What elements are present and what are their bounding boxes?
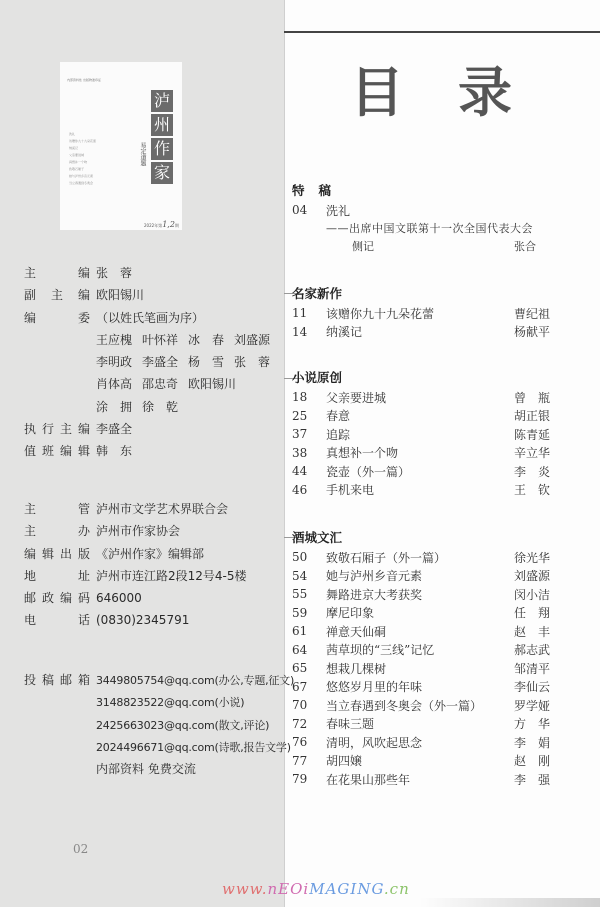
committee-row (24, 396, 280, 418)
toc-entry[interactable] (292, 323, 592, 342)
entry-title: 清明，风吹起思念 (326, 735, 423, 750)
entry-page: 72 (292, 716, 308, 731)
entry-title: 瓷壶（外一篇） (326, 464, 411, 479)
page-edge-shadow (420, 898, 600, 907)
masthead-value: 欧阳锡川 (96, 288, 145, 303)
committee-member: 涂 拥 (96, 399, 133, 414)
toc-entry[interactable] (292, 733, 592, 752)
toc-section-literary-collection (292, 528, 592, 789)
entry-note: 侧记 (352, 240, 374, 253)
entry-author: 赵 丰 (514, 624, 551, 639)
cover-title-char: 家 (151, 162, 173, 184)
top-rule (284, 31, 600, 33)
entry-title: 悠悠岁月里的年味 (326, 680, 423, 695)
publisher-value: 泸州市连江路2段12号4-5楼 (96, 568, 247, 583)
entry-page: 14 (292, 324, 308, 339)
entry-author: 张合 (514, 240, 536, 253)
email-row (24, 714, 294, 736)
toc-entry[interactable] (292, 304, 592, 323)
entry-page: 61 (292, 624, 308, 639)
committee-member: 杨 雪 (188, 355, 225, 370)
entry-page: 11 (292, 306, 308, 321)
entry-author: 李 娟 (514, 735, 551, 750)
entry-title: 该赠你九十九朵花蕾 (326, 306, 435, 321)
masthead-row-executive-editor (24, 418, 280, 440)
entry-author: 徐光华 (514, 550, 551, 565)
cover-top-line: 内部资料性 出版物准印证 (67, 78, 101, 82)
email-address[interactable]: 2024496671@qq.com(诗歌,报告文学) (96, 740, 291, 754)
entry-author: 辛立华 (514, 446, 551, 461)
toc-section-fiction (292, 368, 592, 499)
cover-calligraphy-signature: 易定道题 (139, 142, 146, 166)
publisher-row-supervisor (24, 498, 247, 520)
cover-toc-line: 纳溪记 (69, 146, 79, 150)
committee-member: 欧阳锡川 (188, 377, 237, 392)
masthead-row-editor (24, 262, 280, 284)
entry-author: 刘盛源 (514, 569, 551, 584)
entry-title: 父亲要进城 (326, 390, 387, 405)
publisher-value: 泸州市作家协会 (96, 524, 181, 539)
publisher-info (24, 498, 247, 632)
section-title: 特稿 (292, 183, 346, 198)
entry-page: 55 (292, 587, 308, 602)
publisher-row-editorial (24, 543, 247, 565)
entry-page: 25 (292, 408, 308, 423)
masthead-label: 主 编 (24, 266, 90, 280)
committee-member: 徐 乾 (142, 399, 179, 414)
entry-author: 赵 刚 (514, 754, 551, 769)
masthead-row-duty-editor (24, 440, 280, 462)
masthead-row-committee (24, 307, 280, 329)
masthead-value: 张 蓉 (96, 266, 133, 280)
internal-notice: 内部资料 免费交流 (96, 762, 196, 777)
toc-section-special (292, 181, 592, 257)
committee-row (24, 351, 280, 373)
masthead-value: 李盛全 (96, 422, 133, 437)
email-address[interactable]: 3449805754@qq.com(办公,专题,征文) (96, 674, 295, 687)
issue-suffix: 期 (174, 223, 179, 228)
masthead-label: 副 主 编 (24, 288, 90, 303)
toc-entry[interactable] (292, 770, 592, 789)
toc-entry[interactable] (292, 462, 592, 481)
entry-page: 54 (292, 568, 308, 583)
publisher-label: 编 辑 出 版 (24, 546, 90, 561)
committee-member: 邵忠奇 (142, 377, 179, 392)
entry-author: 陈青延 (514, 427, 551, 442)
email-row (24, 736, 294, 758)
cover-toc-line: 洗礼 (69, 132, 76, 136)
entry-author: 罗学娅 (514, 698, 551, 713)
toc-entry[interactable] (292, 752, 592, 771)
publisher-row-address (24, 565, 247, 587)
cover-toc-line: 该赠你九十九朵花蕾 (69, 139, 97, 143)
toc-entry[interactable] (292, 715, 592, 734)
publisher-row-postcode (24, 587, 247, 609)
cover-toc-line: 真想补一个吻 (69, 160, 88, 164)
publisher-label: 电 话 (24, 613, 90, 628)
entry-title: 她与泸州乡音元素 (326, 569, 423, 584)
publisher-value: 《泸州作家》编辑部 (96, 546, 205, 561)
entry-title: 想栽几棵树 (326, 661, 387, 676)
page-number: 02 (73, 842, 89, 856)
publisher-label: 地 址 (24, 568, 90, 583)
entry-author: 李 炎 (514, 464, 551, 479)
toc-entry[interactable] (292, 659, 592, 678)
masthead-value: （以姓氏笔画为序） (96, 310, 205, 325)
publisher-row-phone (24, 609, 247, 631)
toc-entry[interactable] (292, 481, 592, 500)
cover-title-seal (151, 90, 173, 184)
cover-title-char: 作 (151, 138, 173, 160)
entry-title: 手机来电 (326, 483, 375, 498)
entry-title: 在花果山那些年 (326, 772, 411, 787)
entry-author: 闵小洁 (514, 587, 551, 602)
toc-entry[interactable] (292, 388, 592, 407)
publisher-label: 主 管 (24, 502, 90, 516)
entry-page: 59 (292, 605, 308, 620)
section-title: 小说原创 (292, 370, 343, 385)
watermark-part: nEOi (267, 880, 310, 898)
cover-issue (144, 220, 179, 229)
entry-title: 洗礼 (326, 203, 351, 218)
masthead-label: 编 委 (24, 310, 90, 325)
toc-entry[interactable] (292, 641, 592, 660)
entry-subtitle-row (292, 238, 592, 257)
section-title: 名家新作 (292, 286, 343, 301)
issue-prefix: 2022年第 (144, 223, 163, 228)
masthead (24, 262, 280, 463)
email-row (24, 669, 294, 691)
toc-entry[interactable] (292, 567, 592, 586)
publisher-value: (0830)2345791 (96, 613, 190, 628)
committee-member: 冰 春 (188, 332, 225, 347)
toc-entry[interactable] (292, 201, 592, 220)
entry-author: 李仙云 (514, 680, 551, 695)
entry-title: 春意 (326, 409, 351, 424)
entry-page: 67 (292, 679, 308, 694)
committee-row (24, 373, 280, 395)
masthead-label: 值 班 编 辑 (24, 444, 90, 459)
entry-page: 79 (292, 772, 308, 787)
masthead-row-deputy-editor (24, 284, 280, 306)
committee-member: 刘盛源 (234, 332, 271, 347)
email-address[interactable]: 3148823522@qq.com(小说) (96, 696, 245, 710)
toc-entry[interactable] (292, 548, 592, 567)
issue-number: 1,2 (162, 220, 175, 229)
entry-author: 曹纪祖 (514, 306, 551, 321)
entry-author: 胡正银 (514, 409, 551, 424)
toc-entry[interactable] (292, 444, 592, 463)
masthead-value: 韩 东 (96, 444, 133, 459)
toc-entry[interactable] (292, 622, 592, 641)
entry-page: 77 (292, 753, 308, 768)
entry-title: 追踪 (326, 427, 351, 442)
entry-page: 37 (292, 427, 308, 442)
toc-entry[interactable] (292, 585, 592, 604)
committee-member: 张 蓉 (234, 355, 271, 370)
committee-row (24, 329, 280, 351)
section-title: 酒城文汇 (292, 530, 343, 545)
cover-toc-line: 致敬石厢子 (69, 167, 85, 171)
entry-title: 致敬石厢子（外一篇） (326, 550, 447, 565)
notice-row (24, 758, 294, 780)
toc-entry[interactable] (292, 678, 592, 697)
publisher-value: 646000 (96, 591, 142, 606)
watermark-part: www. (222, 880, 268, 898)
entry-title: 真想补一个吻 (326, 446, 399, 461)
cover-toc-line: 当立春遇到冬奥会 (69, 181, 94, 185)
entry-page: 46 (292, 482, 308, 497)
entry-title: 当立春遇到冬奥会（外一篇） (326, 698, 483, 713)
submission-emails (24, 669, 294, 780)
entry-page: 04 (292, 203, 308, 218)
toc-entry[interactable] (292, 604, 592, 623)
entry-author: 王 钦 (514, 483, 551, 498)
toc-section-masters (292, 284, 592, 341)
toc-entry[interactable] (292, 696, 592, 715)
entry-author: 曾 瓶 (514, 390, 551, 405)
publisher-value: 泸州市文学艺术界联合会 (96, 502, 229, 516)
cover-toc-line: 她与泸州乡音元素 (69, 174, 94, 178)
masthead-label: 执 行 主 编 (24, 422, 90, 437)
cover-thumbnail (60, 62, 182, 230)
entry-author: 方 华 (514, 717, 551, 732)
entry-title: 茜草坝的“三线”记忆 (326, 643, 435, 658)
entry-title: 摩尼印象 (326, 606, 375, 621)
entry-title: 禅意天仙硐 (326, 624, 387, 639)
committee-member: 王应槐 (96, 332, 133, 347)
watermark-part: MAGING (309, 880, 384, 898)
entry-title: 舞路进京大考获奖 (326, 587, 423, 602)
toc-entry[interactable] (292, 425, 592, 444)
cover-toc-line: 父亲要进城 (69, 153, 85, 157)
entry-page: 70 (292, 698, 308, 713)
email-address[interactable]: 2425663023@qq.com(散文,评论) (96, 718, 270, 732)
publisher-row-sponsor (24, 520, 247, 542)
cover-title-char: 州 (151, 114, 173, 136)
watermark-part: .cn (383, 880, 410, 898)
committee-member: 肖体高 (96, 377, 133, 392)
toc-entry[interactable] (292, 407, 592, 426)
cover-title-char: 泸 (151, 90, 173, 112)
entry-subtitle: ——出席中国文联第十一次全国代表大会 (326, 221, 533, 235)
entry-author: 杨献平 (514, 325, 551, 340)
entry-title: 春味三题 (326, 717, 375, 732)
entry-page: 44 (292, 464, 308, 479)
entry-page: 50 (292, 550, 308, 565)
toc-title: 目录 (350, 60, 566, 124)
committee-member: 李盛全 (142, 355, 179, 370)
cover-toc (69, 132, 96, 188)
entry-author: 李 强 (514, 772, 551, 787)
entry-title: 胡四嬢 (326, 754, 363, 769)
entry-page: 64 (292, 642, 308, 657)
committee-member: 叶怀祥 (142, 332, 179, 347)
entry-page: 76 (292, 735, 308, 750)
entry-page: 18 (292, 390, 308, 405)
entry-author: 任 翔 (514, 606, 551, 621)
entry-title: 纳溪记 (326, 325, 363, 340)
publisher-label: 主 办 (24, 524, 90, 539)
publisher-label: 邮 政 编 码 (24, 591, 90, 606)
entry-author: 郝志武 (514, 643, 551, 658)
watermark (222, 880, 410, 898)
committee-member: 李明政 (96, 355, 133, 370)
entry-page: 38 (292, 445, 308, 460)
entry-page: 65 (292, 661, 308, 676)
submission-label: 投 稿 邮 箱 (24, 673, 90, 687)
entry-author: 邹清平 (514, 661, 551, 676)
email-row (24, 691, 294, 713)
